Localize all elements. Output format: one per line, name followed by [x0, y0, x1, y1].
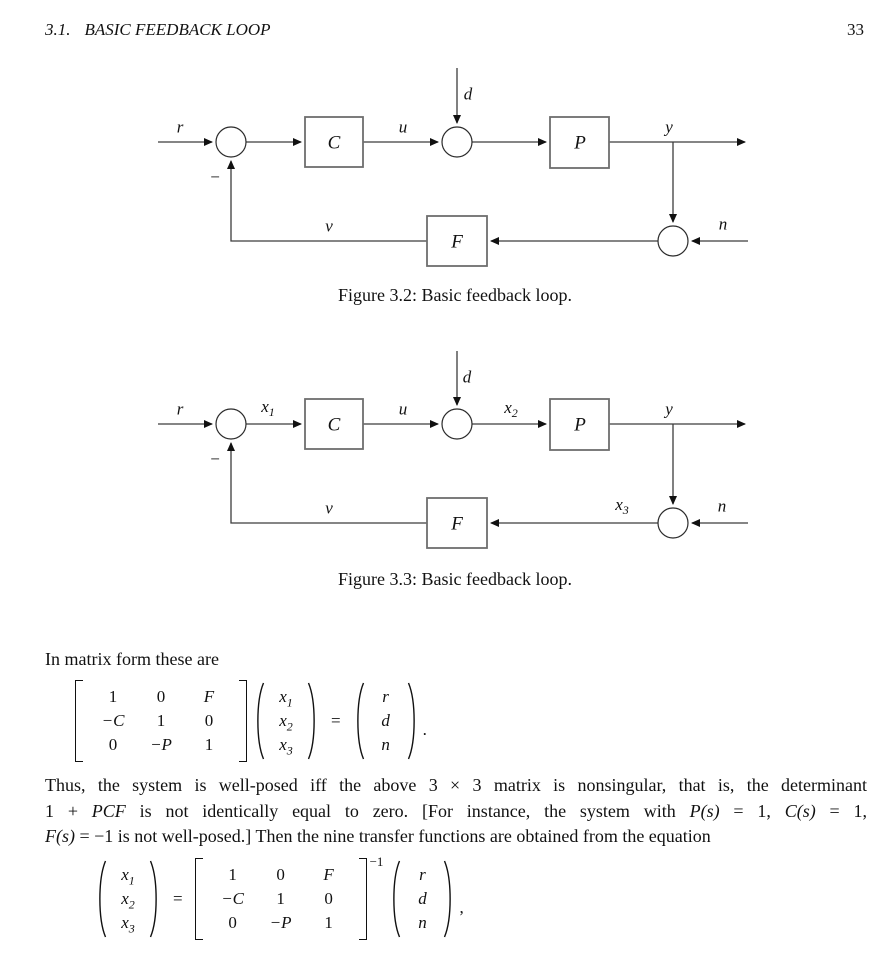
right-square-bracket [359, 858, 367, 940]
figure-3-2-caption: Figure 3.2: Basic feedback loop. [338, 285, 572, 305]
section-number: 3.1. [45, 20, 71, 39]
equation-comma: , [459, 898, 464, 917]
signal-label-x2: $x_2$ [504, 397, 518, 421]
signal-label-d: d [462, 367, 472, 387]
minus-sign: − [210, 167, 220, 187]
right-paren [307, 681, 319, 761]
state-vector: $x_1$ $x_2$ $x_3$ [279, 687, 293, 758]
signal-label-x1: $x_1$ [261, 396, 275, 420]
input-vector: r d n [418, 865, 427, 932]
right-square-bracket [239, 680, 247, 762]
page-number: 33 [847, 20, 864, 39]
minus-sign: − [210, 449, 220, 469]
controller-block-label: C [327, 414, 341, 436]
equation-period: . [422, 720, 427, 739]
state-vector: $x_1$ $x_2$ $x_3$ [121, 865, 135, 936]
left-paren [95, 859, 107, 939]
matrix-equation-2 [95, 854, 464, 940]
intro-text: In matrix form these are [45, 649, 219, 669]
summing-junction-3 [658, 226, 688, 256]
signal-label-y: y [665, 399, 673, 419]
summing-junction-2 [442, 409, 472, 439]
summing-junction-1 [216, 409, 246, 439]
signal-label-d: d [463, 84, 473, 104]
coefficient-matrix: 1 0 F −C 1 0 0 −P 1 [221, 865, 334, 932]
signal-label-n: n [717, 496, 727, 516]
left-square-bracket [75, 680, 83, 762]
left-square-bracket [195, 858, 203, 940]
equals-sign: = [331, 711, 341, 730]
signal-label-v: v [325, 216, 333, 236]
equals-sign: = [173, 889, 183, 908]
figure-3-2-diagram [0, 0, 890, 300]
signal-label-u: u [398, 399, 408, 419]
signal-label-r: r [176, 399, 184, 419]
left-paren [253, 681, 265, 761]
figure-3-3-caption: Figure 3.3: Basic feedback loop. [338, 569, 572, 589]
paragraph-line-2: 1 + PCF is not identically equal to zero. [For instance, the system with P(s) = 1, C(s) = 1, [45, 800, 867, 821]
input-vector: r d n [381, 687, 390, 754]
coefficient-matrix: 1 0 F −C 1 0 0 −P 1 [101, 687, 215, 754]
matrix-equation-1 [75, 680, 427, 762]
left-paren [353, 681, 365, 761]
signal-label-x3: $x_3$ [615, 494, 629, 518]
summing-junction-2 [442, 127, 472, 157]
section-title: BASIC FEEDBACK LOOP [84, 20, 271, 39]
inverse-exponent: −1 [369, 854, 384, 869]
summing-junction-1 [216, 127, 246, 157]
paragraph-line-1: Thus, the system is well-posed iff the above 3 × 3 matrix is nonsingular, that is, the determinant [45, 775, 867, 795]
right-paren [149, 859, 161, 939]
left-paren [389, 859, 401, 939]
figure-3-3-diagram [0, 330, 890, 560]
right-paren [407, 681, 419, 761]
sensor-block-label: F [451, 231, 463, 253]
plant-block-label: P [574, 132, 586, 154]
signal-label-r: r [176, 117, 184, 137]
signal-label-n: n [718, 214, 728, 234]
body-paragraph [45, 773, 867, 850]
summing-junction-3 [658, 508, 688, 538]
signal-label-y: y [665, 117, 673, 137]
signal-label-v: v [325, 498, 333, 518]
controller-block-label: C [327, 132, 341, 154]
right-paren [443, 859, 455, 939]
sensor-block-label: F [451, 513, 463, 535]
plant-block-label: P [574, 414, 586, 436]
paragraph-line-3: F(s) = −1 is not well-posed.] Then the nine transfer functions are obtained from the equation [45, 826, 711, 846]
signal-label-u: u [398, 117, 408, 137]
